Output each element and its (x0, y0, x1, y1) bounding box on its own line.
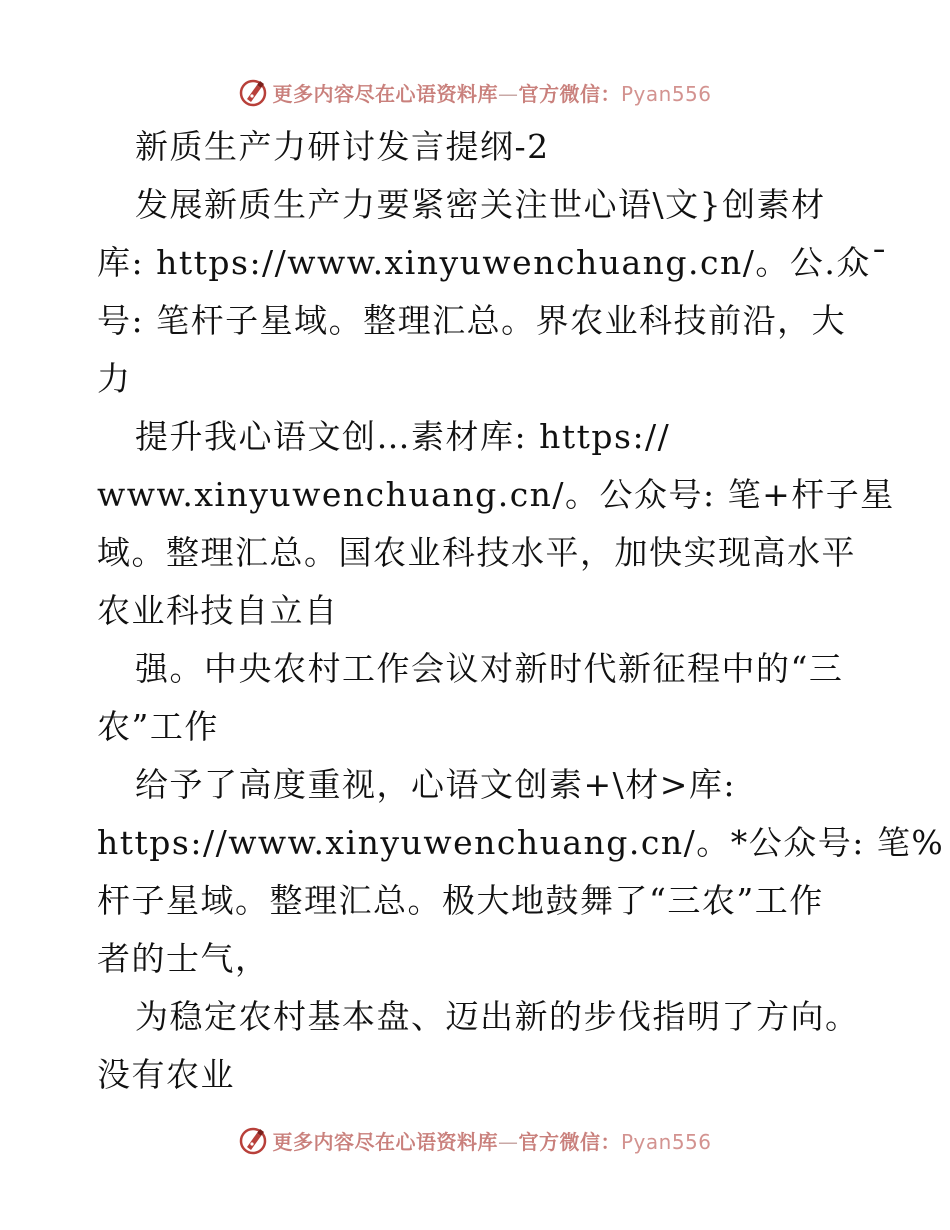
paragraph-line: 为稳定农村基本盘、迈出新的步伐指明了方向。 (135, 997, 860, 1036)
paragraph-line: 者的士气， (97, 939, 270, 978)
paragraph-line: 杆子星域。整理汇总。极大地鼓舞了“三农”工作 (97, 881, 824, 920)
paragraph-line: 给予了高度重视，心语文创素+\材>库: (135, 765, 737, 804)
footer-banner (0, 1120, 950, 1160)
document-body (97, 118, 945, 1104)
official-label: 官方微信： (518, 81, 621, 106)
paragraph-line: 农业科技自立自 (97, 591, 339, 630)
paragraph-line: www.xinyuwenchuang.cn/。公众号: 笔+杆子星 (97, 475, 895, 514)
doc-title: 新质生产力研讨发言提纲-2 (135, 127, 550, 166)
footer-banner-text (272, 1126, 711, 1155)
wechat-id: Pyan556 (620, 81, 712, 106)
paragraph-line: 域。整理汇总。国农业科技水平，加快实现高水平 (97, 533, 856, 572)
brand-text: 更多内容尽在心语资料库 (272, 81, 498, 106)
official-label: 官方微信： (518, 1129, 621, 1154)
pen-nib-logo-icon (238, 1125, 268, 1155)
paragraph-line: 发展新质生产力要紧密关注世心语\文}创素材 (135, 185, 826, 224)
paragraph-line: 没有农业 (97, 1055, 235, 1094)
separator: — (497, 1129, 519, 1154)
paragraph-line: 农”工作 (97, 707, 219, 746)
header-banner-text (272, 78, 711, 107)
separator: — (497, 81, 519, 106)
paragraph-line: 强。中央农村工作会议对新时代新征程中的“三 (135, 649, 844, 688)
paragraph-line: 号: 笔杆子星域。整理汇总。界农业科技前沿，大 (97, 301, 847, 340)
paragraph-line: 提升我心语文创…素材库: https:// (135, 417, 671, 456)
brand-text: 更多内容尽在心语资料库 (272, 1129, 498, 1154)
paragraph-line: https://www.xinyuwenchuang.cn/。*公众号: 笔% (97, 823, 945, 862)
wechat-id: Pyan556 (620, 1129, 712, 1154)
paragraph-line: 库: https://www.xinyuwenchuang.cn/。公.众¯ (97, 243, 889, 282)
header-banner (0, 72, 950, 112)
paragraph-line: 力 (97, 359, 132, 398)
pen-nib-logo-icon (238, 77, 268, 107)
